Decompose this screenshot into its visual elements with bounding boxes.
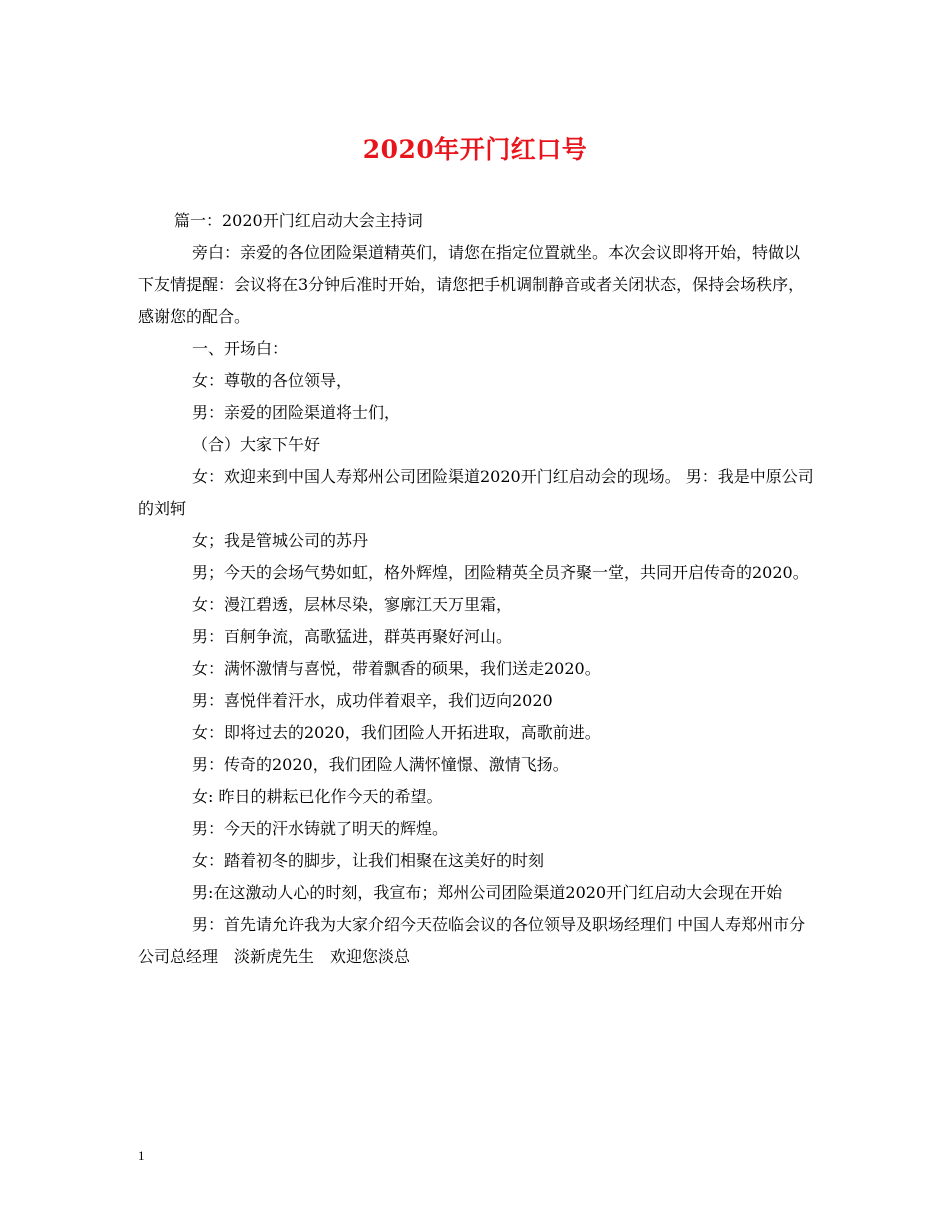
- paragraph-dialogue: 女：欢迎来到中国人寿郑州公司团险渠道2020开门红启动会的现场。 男：我是中原公司的刘轲: [138, 467, 814, 518]
- paragraph-dialogue: 男；今天的会场气势如虹，格外辉煌，团险精英全员齐聚一堂，共同开启传奇的2020。: [192, 563, 809, 582]
- paragraph-dialogue: 女：踏着初冬的脚步，让我们相聚在这美好的时刻: [192, 851, 545, 870]
- paragraph-dialogue: 女: 昨日的耕耘已化作今天的希望。: [192, 787, 443, 806]
- paragraph-dialogue: 女；我是管城公司的苏丹: [192, 531, 369, 550]
- paragraph-dialogue: 男：首先请允许我为大家介绍今天莅临会议的各位领导及职场经理们 中国人寿郑州市分公司总经理 淡新虎先生 欢迎您淡总: [138, 915, 806, 966]
- paragraph-dialogue: （合）大家下午好: [192, 435, 321, 454]
- paragraph-dialogue: 男:在这激动人心的时刻，我宣布；郑州公司团险渠道2020开门红启动大会现在开始: [192, 883, 783, 902]
- paragraph-dialogue: 男：百舸争流，高歌猛进，群英再聚好河山。: [192, 627, 513, 646]
- paragraph-dialogue: 女：尊敬的各位领导，: [192, 371, 353, 390]
- paragraph-dialogue: 男：喜悦伴着汗水，成功伴着艰辛，我们迈向2020: [192, 691, 553, 710]
- paragraph-narration: 旁白：亲爱的各位团险渠道精英们，请您在指定位置就坐。本次会议即将开始，特做以下友情提醒：会议将在3分钟后准时开始，请您把手机调制静音或者关闭状态，保持会场秩序，感谢您的配合。: [138, 243, 805, 326]
- document-body: [138, 205, 814, 973]
- paragraph-subheading: 一、开场白：: [192, 339, 289, 358]
- paragraph-dialogue: 男：传奇的2020，我们团险人满怀憧憬、激情飞扬。: [192, 755, 569, 774]
- document-title: 2020年开门红口号: [362, 135, 588, 164]
- paragraph-dialogue: 男：亲爱的团险渠道将士们，: [192, 403, 401, 422]
- paragraph-dialogue: 女：即将过去的2020，我们团险人开拓进取，高歌前进。: [192, 723, 601, 742]
- paragraph-section-heading: 篇一：2020开门红启动大会主持词: [174, 211, 423, 230]
- paragraph-dialogue: 女：满怀激情与喜悦，带着飘香的硕果，我们送走2020。: [192, 659, 601, 678]
- paragraph-dialogue: 男：今天的汗水铸就了明天的辉煌。: [192, 819, 449, 838]
- paragraph-dialogue: 女：漫江碧透，层林尽染，寥廓江天万里霜，: [192, 595, 513, 614]
- page-number: 1: [138, 1148, 145, 1163]
